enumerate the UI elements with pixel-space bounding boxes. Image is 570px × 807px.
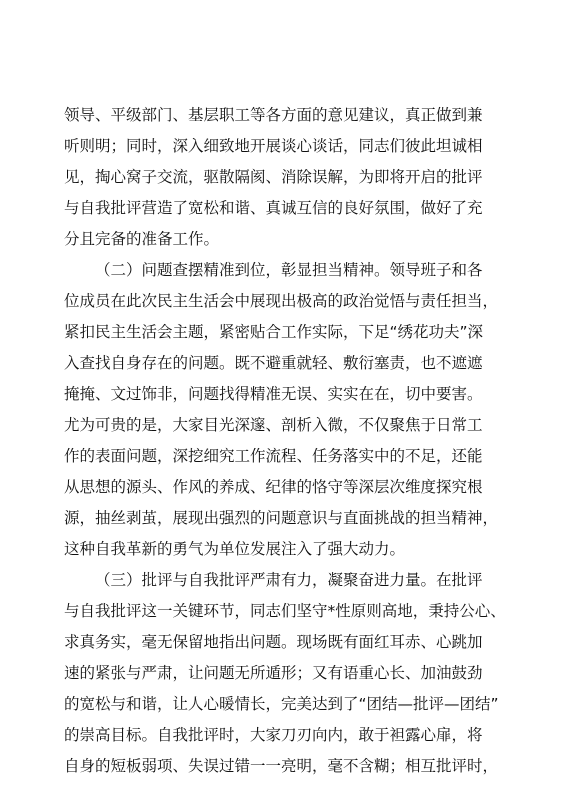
paragraph-line: 源，抽丝剥茧，展现出强烈的问题意识与直面挑战的担当精神，	[64, 509, 499, 527]
paragraph-line: 自身的短板弱项、失误过错一一亮明，毫不含糊；相互批评时，	[64, 757, 499, 775]
paragraph-line: 这种自我革新的勇气为单位发展注入了强大动力。	[64, 540, 406, 558]
paragraph-line: 尤为可贵的是，大家目光深邃、剖析入微，不仅聚焦于日常工	[64, 416, 483, 434]
paragraph-line: 速的紧张与严肃，让问题无所遁形；又有语重心长、加油鼓劲	[64, 664, 483, 682]
paragraph-line: 入查找自身存在的问题。既不避重就轻、敷衍塞责，也不遮遮	[64, 354, 483, 372]
paragraph-line: 与自我批评营造了宽松和谐、真诚互信的良好氛围，做好了充	[64, 199, 483, 217]
paragraph-line: 从思想的源头、作风的养成、纪律的恪守等深层次维度探究根	[64, 478, 483, 496]
paragraph-line: 掩掩、文过饰非，问题找得精准无误、实实在在，切中要害。	[64, 385, 483, 403]
paragraph-line: 作的表面问题，深挖细究工作流程、任务落实中的不足，还能	[64, 447, 483, 465]
paragraph-line: 的宽松与和谐，让人心暖情长，完美达到了“团结—批评—团结”	[64, 695, 499, 713]
paragraph-line: 听则明；同时，深入细致地开展谈心谈话，同志们彼此坦诚相	[64, 137, 483, 155]
paragraph-line: 求真务实，毫无保留地指出问题。现场既有面红耳赤、心跳加	[64, 633, 483, 651]
paragraph-line: 见，掏心窝子交流，驱散隔阂、消除误解，为即将开启的批评	[64, 168, 483, 186]
section-heading-line: （三）批评与自我批评严肃有力，凝聚奋进力量。在批评	[95, 571, 483, 589]
paragraph-line: 位成员在此次民主生活会中展现出极高的政治觉悟与责任担当，	[64, 292, 499, 310]
paragraph-line: 紧扣民主生活会主题，紧密贴合工作实际，下足“绣花功夫”深	[64, 323, 484, 341]
paragraph-line: 领导、平级部门、基层职工等各方面的意见建议，真正做到兼	[64, 106, 483, 124]
section-heading-line: （二）问题查摆精准到位，彰显担当精神。领导班子和各	[95, 261, 483, 279]
paragraph-line: 分且完备的准备工作。	[64, 230, 220, 248]
paragraph-line: 的崇高目标。自我批评时，大家刀刃向内，敢于袒露心扉，将	[64, 726, 483, 744]
paragraph-line: 与自我批评这一关键环节，同志们坚守*性原则高地，秉持公心、	[64, 602, 506, 620]
